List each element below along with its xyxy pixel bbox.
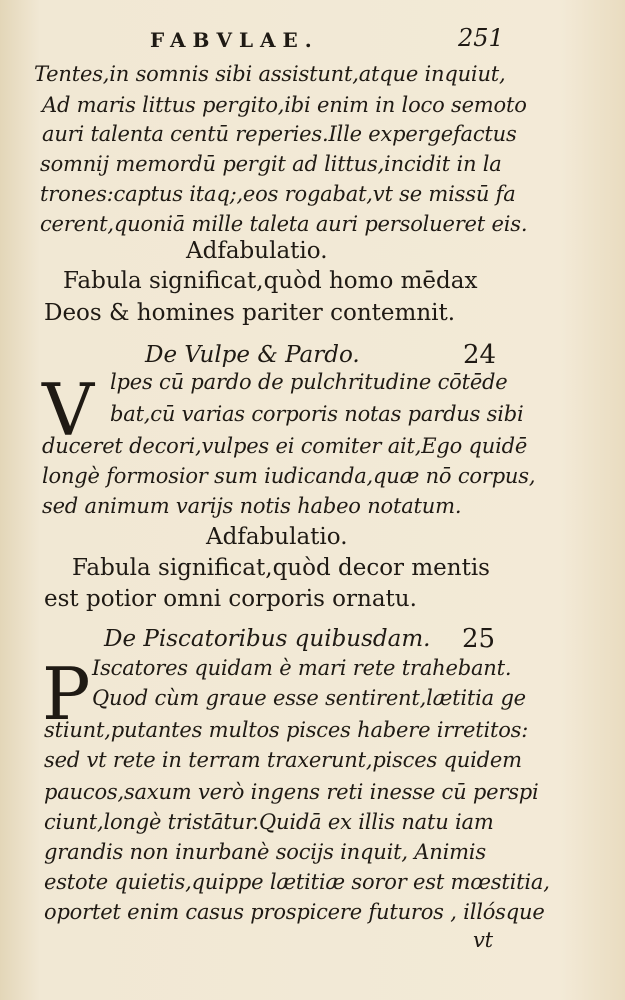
adfabulatio-heading: Adfabulatio. — [206, 524, 348, 550]
text-line: grandis non inurbanè socijs inquit, Animis — [44, 840, 486, 864]
text-line: duceret decori,vulpes ei comiter ait,Ego quidē — [42, 434, 528, 458]
moral-line: Fabula significat,quòd decor mentis — [72, 555, 490, 581]
moral-line: Deos & homines pariter contemnit. — [44, 300, 456, 326]
text-line: Tentes,in somnis sibi assistunt,atque inquiut, — [34, 62, 506, 86]
text-line: bat,cū varias corporis notas pardus sibi — [110, 402, 524, 426]
text-line: cerent,quoniā mille taleta auri persolueret eis. — [40, 212, 528, 236]
drop-cap: V — [42, 368, 94, 452]
fable-title: De Piscatoribus quibusdam. — [104, 626, 431, 652]
text-line: ciunt,longè tristātur.Quidā ex illis natu iam — [44, 810, 494, 834]
text-line: Iscatores quidam è mari rete trahebant. — [92, 656, 512, 680]
text-line: Quod cùm graue esse sentirent,lætitia ge — [92, 686, 526, 710]
text-line: lpes cū pardo de pulchritudine cōtēde — [110, 370, 508, 394]
text-line: sed animum varijs notis habeo notatum. — [42, 494, 462, 518]
adfabulatio-heading: Adfabulatio. — [186, 238, 328, 264]
text-line: estote quietis,quippe lætitiæ soror est mœstitia, — [44, 870, 550, 894]
text-line: somnij memordū pergit ad littus,incidit in la — [40, 152, 502, 176]
drop-cap: P — [42, 652, 91, 736]
moral-line: est potior omni corporis ornatu. — [44, 586, 417, 612]
catchword: vt — [473, 928, 493, 952]
text-line: auri talenta centū reperies.Ille expergefactus — [42, 122, 517, 146]
page-number: 251 — [458, 24, 504, 52]
text-line: trones:captus itaq;,eos rogabat,vt se missū fa — [40, 182, 516, 206]
text-line: oportet enim casus prospicere futuros , illósque — [44, 900, 545, 924]
text-line: longè formosior sum iudicanda,quæ nō corpus, — [42, 464, 536, 488]
text-line: stiunt,putantes multos pisces habere irretitos: — [44, 718, 529, 742]
running-title: FABVLAE. — [150, 28, 319, 52]
fable-title: De Vulpe & Pardo. — [145, 342, 360, 368]
text-line: sed vt rete in terram traxerunt,pisces quidem — [44, 748, 522, 772]
fable-number: 25 — [462, 624, 496, 654]
fable-number: 24 — [463, 340, 497, 370]
text-line: paucos,saxum verò ingens reti inesse cū perspi — [44, 780, 539, 804]
moral-line: Fabula significat,quòd homo mēdax — [63, 268, 478, 294]
text-line: Ad maris littus pergito,ibi enim in loco semoto — [42, 93, 527, 117]
